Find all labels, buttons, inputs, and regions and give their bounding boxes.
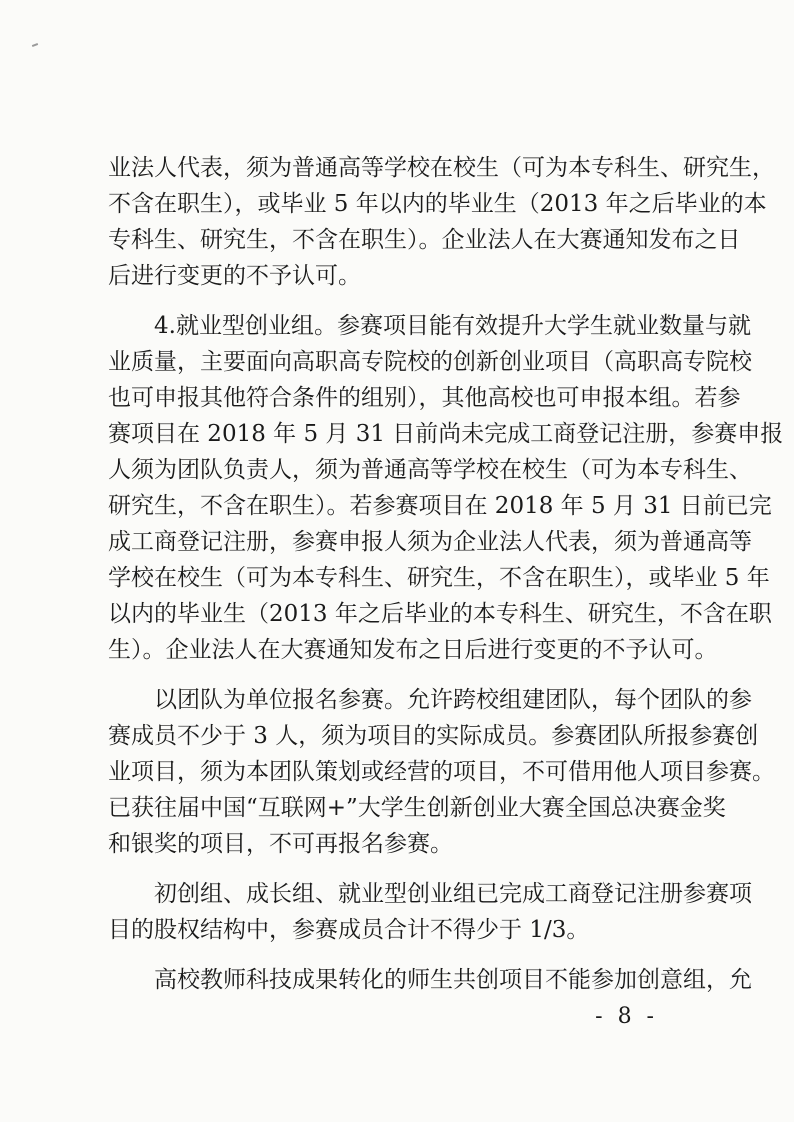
scan-speck	[32, 43, 38, 47]
document-body	[108, 150, 784, 998]
text-line: 以团队为单位报名参赛。允许跨校组建团队，每个团队的参	[108, 687, 752, 713]
paragraph-5	[108, 962, 752, 998]
text-line: 业质量，主要面向高职高专院校的创新创业项目（高职高专院校	[108, 349, 752, 375]
text-line: 学校在校生（可为本专科生、研究生，不含在职生），或毕业 5 年	[108, 565, 770, 591]
text-line: 赛项目在 2018 年 5 月 31 日前尚未完成工商登记注册，参赛申报	[108, 421, 784, 447]
paragraph-2	[108, 308, 784, 668]
text-line: 初创组、成长组、就业型创业组已完成工商登记注册参赛项	[108, 881, 752, 907]
text-line: 高校教师科技成果转化的师生共创项目不能参加创意组，允	[108, 967, 752, 993]
text-line: 人须为团队负责人，须为普通高等学校在校生（可为本专科生、	[108, 457, 752, 483]
page-number: - 8 -	[595, 1004, 658, 1029]
text-line: 以内的毕业生（2013 年之后毕业的本专科生、研究生，不含在职	[108, 601, 772, 627]
text-line: 生）。企业法人在大赛通知发布之日后进行变更的不予认可。	[108, 637, 718, 663]
paragraph-3	[108, 682, 775, 862]
text-line: 成工商登记注册，参赛申报人须为企业法人代表，须为普通高等	[108, 529, 752, 555]
text-line: 也可申报其他符合条件的组别），其他高校也可申报本组。若参	[108, 385, 741, 411]
text-line: 不含在职生），或毕业 5 年以内的毕业生（2013 年之后毕业的本	[108, 191, 767, 217]
paragraph-1	[108, 150, 775, 294]
text-line: 目的股权结构中，参赛成员合计不得少于 1/3。	[108, 917, 590, 943]
text-line: 4.就业型创业组。参赛项目能有效提升大学生就业数量与就	[108, 313, 751, 339]
text-line: 和银奖的项目，不可再报名参赛。	[108, 831, 453, 857]
text-line: 赛成员不少于 3 人，须为项目的实际成员。参赛团队所报参赛创	[108, 723, 759, 749]
paragraph-4	[108, 876, 752, 948]
text-line: 后进行变更的不予认可。	[108, 263, 361, 289]
text-line: 已获往届中国“互联网+”大学生创新创业大赛全国总决赛金奖	[108, 795, 726, 821]
text-line: 业法人代表，须为普通高等学校在校生（可为本专科生、研究生，	[108, 155, 775, 181]
text-line: 研究生，不含在职生）。若参赛项目在 2018 年 5 月 31 日前已完	[108, 493, 772, 519]
text-line: 专科生、研究生，不含在职生）。企业法人在大赛通知发布之日	[108, 227, 741, 253]
text-line: 业项目，须为本团队策划或经营的项目，不可借用他人项目参赛。	[108, 759, 775, 785]
